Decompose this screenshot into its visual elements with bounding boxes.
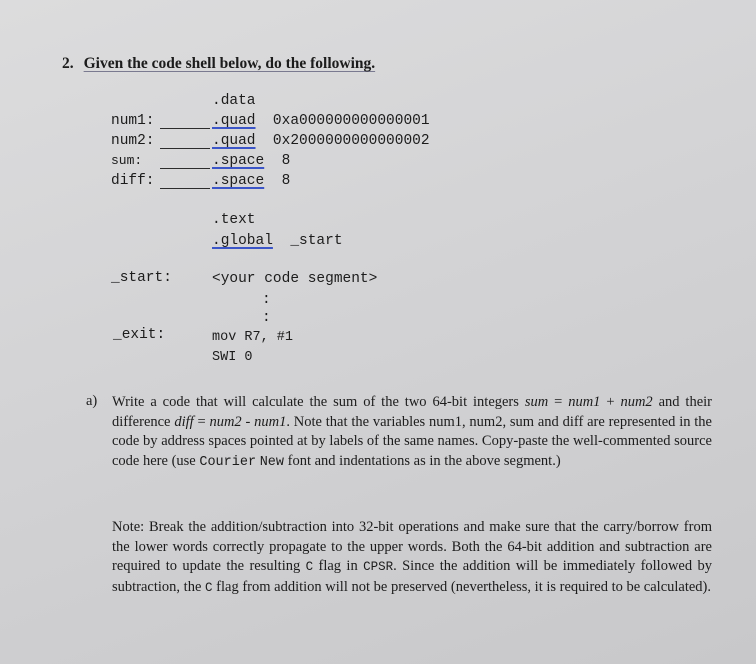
field-value-num1: .quad 0xa000000000000001 [212,113,430,129]
field-label-num1: num1: [111,113,155,129]
ellipsis-dots-2: : [262,310,271,326]
field-underline-sum [160,168,210,169]
field-label-num2: num2: [111,133,155,149]
question-heading [62,55,375,73]
start-label: _start: [111,270,172,286]
ellipsis-dots-1: : [262,292,271,308]
exit-label: _exit: [113,327,166,343]
field-label-diff: diff: [111,173,155,189]
exit-swi-instruction: SWI 0 [212,350,253,365]
part-a-label: a) [86,393,98,409]
field-value-num2: .quad 0x2000000000000002 [212,133,430,149]
data-directive: .data [212,93,256,109]
field-label-sum: sum: [111,153,143,168]
part-a-instructions: Write a code that will calculate the sum of the two 64-bit integers sum = num1 + num2 and their difference diff = num2 - num1. Note that the variables num1, num2, sum and diff are represented in the code by address spaces pointed at by labels of the same names. Copy-paste the well-commented source code here (use Courier New font and indentations as in the above segment.) [112,394,712,470]
field-underline-diff [160,188,210,189]
part-a-note: Note: Break the addition/subtraction into 32-bit operations and make sure that the carry/borrow from the lower words correctly propagate to the upper words. Both the 64-bit addition and subtraction are required to update the resulting C flag in CPSR. Since the addition will be immediately followed by subtraction, the C flag from addition will not be preserved (nevertheless, it is required to be calculated). [112,519,712,595]
question-number: 2. [62,55,74,72]
question-title: Given the code shell below, do the following. [83,55,376,72]
text-directive: .text [212,212,256,228]
field-underline-num2 [160,148,210,149]
field-underline-num1 [160,128,210,129]
global-directive: .global _start [212,233,343,249]
exit-mov-instruction: mov R7, #1 [212,330,294,345]
field-value-sum: .space 8 [212,153,291,169]
code-placeholder: <your code segment> [212,271,378,287]
field-value-diff: .space 8 [212,173,291,189]
